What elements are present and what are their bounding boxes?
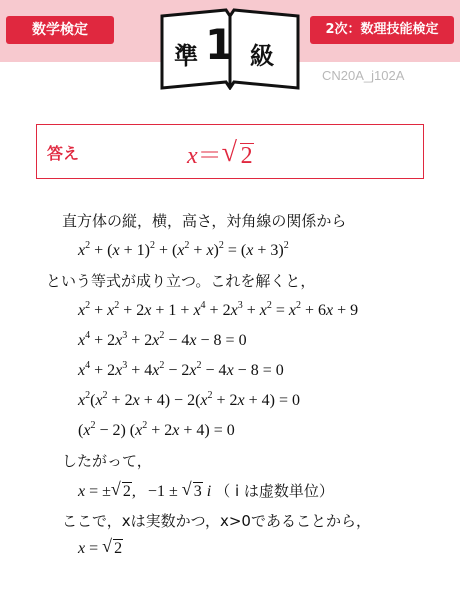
roots-line: x = ±√ 2, −1 ± √ 3 i （ i は虚数単位） <box>78 480 334 503</box>
solution-therefore: したがって， <box>62 452 152 470</box>
category-tag: 数学検定 <box>6 16 114 44</box>
equation-line: $(x^2 - 2) (x^2 + 2x + 4) = 0$ <box>78 420 235 439</box>
grade-suffix: 級 <box>250 42 274 70</box>
problem-code: CN20A_j102A <box>322 68 405 83</box>
equation-line: $x^2 + x^2 + 2x + 1 + x^4 + 2x^3 + x^2 = x^2 + 6x + 9$ <box>78 300 359 319</box>
exam-type-tag: 2次：数理技能検定 <box>310 16 454 44</box>
equation-line: $x^4 + 2x^3 + 4x^2 - 2x^2 - 4x - 8 = 0$ <box>78 360 284 379</box>
grade-number: 1 <box>205 20 235 69</box>
answer-value: x＝√ 2 <box>187 135 254 170</box>
solution-intro: 直方体の縦，横，高さ，対角線の関係から <box>62 212 347 230</box>
imaginary-unit-note: （ i は虚数単位） <box>215 482 334 500</box>
final-answer-line: x = √ 2 <box>78 538 123 560</box>
equation-line: $x^4 + 2x^3 + 2x^2 - 4x - 8 = 0$ <box>78 330 247 349</box>
solution-transition: という等式が成り立つ。これを解くと， <box>46 272 316 290</box>
answer-label: 答え <box>47 144 80 163</box>
equation-line: $x^2 + (x + 1)^2 + (x^2 + x)^2 = (x + 3)^2$ <box>78 240 289 259</box>
real-condition-text: ここで，xは実数かつ，x>0であることから， <box>62 512 371 530</box>
grade-prefix: 準 <box>174 42 198 70</box>
equation-line: $x^2(x^2 + 2x + 4) - 2(x^2 + 2x + 4) = 0$ <box>78 390 301 409</box>
